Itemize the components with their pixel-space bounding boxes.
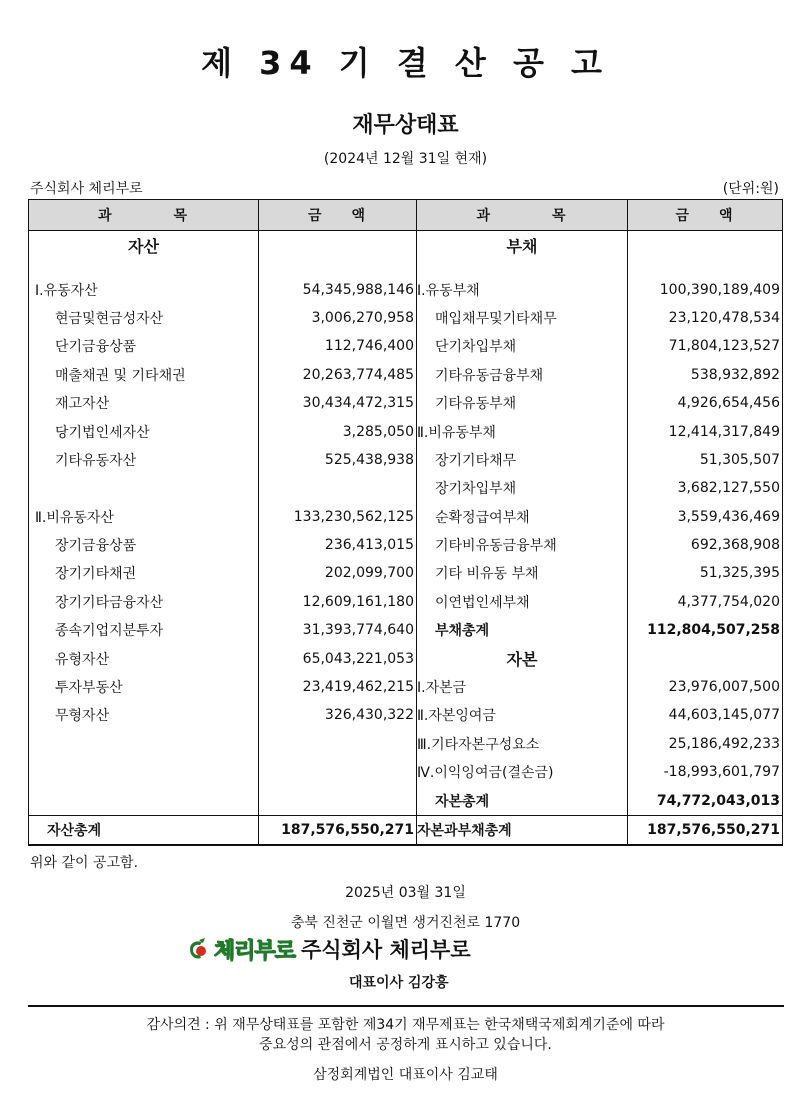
publication-date: 2025년 03월 31일	[345, 885, 466, 901]
equity-total-amount: 74,772,043,013	[628, 786, 783, 815]
table-row	[29, 559, 783, 587]
liability-amount: 71,804,123,527	[628, 332, 783, 360]
liability-label: Ⅰ.자본금	[417, 673, 628, 701]
liabilities-total-amount: 112,804,507,258	[628, 616, 783, 644]
section-heading-liabilities: 부채	[417, 231, 628, 260]
liability-amount: 3,682,127,550	[628, 474, 783, 502]
asset-label: 유형자산	[29, 644, 259, 672]
liability-label: 기타 비유동 부채	[417, 559, 628, 587]
table-row	[29, 673, 783, 701]
liability-label: Ⅲ.기타자본구성요소	[417, 730, 628, 758]
balance-sheet-table	[28, 199, 783, 846]
header-amount-a: 금	[307, 208, 324, 224]
table-row	[29, 231, 783, 260]
asset-amount: 112,746,400	[259, 332, 417, 360]
ceo-name: 대표이사 김강흥	[349, 975, 449, 991]
unit-label: (단위:원)	[722, 181, 779, 197]
liability-amount: 100,390,189,409	[628, 275, 783, 303]
header-amount-left	[259, 200, 417, 231]
asset-label: 단기금융상품	[29, 332, 259, 360]
amount-cell	[628, 231, 783, 260]
label-cell	[29, 259, 259, 275]
asset-label: 투자부동산	[29, 673, 259, 701]
liability-amount: 23,120,478,534	[628, 304, 783, 332]
asset-amount: 54,345,988,146	[259, 275, 417, 303]
page-title: 제 34 기 결 산 공 고	[201, 44, 610, 82]
header-amount-right	[628, 200, 783, 231]
table-row	[29, 588, 783, 616]
asset-label: 현금및현금성자산	[29, 304, 259, 332]
liability-amount: 3,559,436,469	[628, 503, 783, 531]
header-item-b: 목	[552, 208, 568, 224]
liability-label: 장기기타채무	[417, 446, 628, 474]
asset-amount: 12,609,161,180	[259, 588, 417, 616]
section-heading-assets: 자산	[29, 231, 259, 260]
header-item-right	[417, 200, 628, 231]
liability-label: Ⅱ.자본잉여금	[417, 701, 628, 729]
asset-amount: 23,419,462,215	[259, 673, 417, 701]
equity-liabilities-total-amount: 187,576,550,271	[628, 815, 783, 845]
liability-label: 기타유동부채	[417, 389, 628, 417]
table-row	[29, 304, 783, 332]
table-row	[29, 616, 783, 644]
liability-amount: 51,325,395	[628, 559, 783, 587]
header-amount-b: 액	[351, 208, 368, 224]
amount-cell	[259, 259, 417, 275]
liability-label: 장기차입부채	[417, 474, 628, 502]
statement-date: (2024년 12월 31일 현재)	[323, 151, 488, 167]
asset-amount	[259, 758, 417, 786]
asset-amount: 3,285,050	[259, 417, 417, 445]
company-signature	[186, 934, 471, 964]
liability-amount: 25,186,492,233	[628, 730, 783, 758]
cherry-logo-icon	[186, 937, 208, 961]
table-row	[29, 389, 783, 417]
asset-label	[29, 730, 259, 758]
table-row	[29, 446, 783, 474]
asset-amount: 326,430,322	[259, 701, 417, 729]
label-cell	[417, 259, 628, 275]
company-label: 주식회사 체리부로	[30, 181, 143, 197]
asset-label: 장기금융상품	[29, 531, 259, 559]
asset-amount: 20,263,774,485	[259, 361, 417, 389]
liabilities-total-label: 부채총계	[417, 616, 628, 644]
liability-amount: 23,976,007,500	[628, 673, 783, 701]
amount-cell	[628, 644, 783, 672]
audit-opinion-line1: 감사의견 : 위 재무상태표를 포함한 제34기 재무제표는 한국채택국제회계기준에 따라	[146, 1017, 665, 1033]
liability-label: 매입채무및기타채무	[417, 304, 628, 332]
asset-label: Ⅱ.비유동자산	[29, 503, 259, 531]
table-row	[29, 332, 783, 360]
asset-label: 장기기타금융자산	[29, 588, 259, 616]
section-heading-equity: 자본	[417, 644, 628, 672]
asset-amount: 3,006,270,958	[259, 304, 417, 332]
audit-opinion-line2: 중요성의 관점에서 공정하게 표시하고 있습니다.	[259, 1037, 552, 1053]
liability-amount: 44,603,145,077	[628, 701, 783, 729]
divider	[28, 1005, 784, 1007]
liability-label: Ⅳ.이익잉여금(결손금)	[417, 758, 628, 786]
table-row	[29, 361, 783, 389]
liability-label: 이연법인세부채	[417, 588, 628, 616]
liability-amount: 538,932,892	[628, 361, 783, 389]
asset-amount: 133,230,562,125	[259, 503, 417, 531]
table-row	[29, 531, 783, 559]
liability-amount: -18,993,601,797	[628, 758, 783, 786]
asset-amount	[259, 730, 417, 758]
amount-cell	[259, 231, 417, 260]
table-row	[29, 417, 783, 445]
liability-label: 단기차입부채	[417, 332, 628, 360]
liability-label: 순확정급여부채	[417, 503, 628, 531]
table-row	[29, 701, 783, 729]
equity-liabilities-total-label: 자본과부채총계	[417, 815, 628, 845]
table-row	[29, 503, 783, 531]
table-row	[29, 275, 783, 303]
table-row	[29, 730, 783, 758]
table-row	[29, 758, 783, 786]
statement-title: 재무상태표	[352, 113, 459, 138]
totals-row	[29, 815, 783, 845]
asset-label: 기타유동자산	[29, 446, 259, 474]
liability-label: Ⅱ.비유동부채	[417, 417, 628, 445]
liability-label: 기타유동금융부채	[417, 361, 628, 389]
table-row	[29, 786, 783, 815]
asset-label	[29, 786, 259, 815]
header-item-a: 과	[476, 208, 492, 224]
liability-amount: 692,368,908	[628, 531, 783, 559]
liability-label: Ⅰ.유동부채	[417, 275, 628, 303]
header-amount-a: 금	[675, 208, 691, 224]
auditor-name: 삼정회계법인 대표이사 김교태	[313, 1067, 498, 1083]
asset-amount: 525,438,938	[259, 446, 417, 474]
company-name: 주식회사 체리부로	[301, 938, 471, 962]
asset-label	[29, 758, 259, 786]
header-item-a: 과	[97, 208, 114, 224]
assets-total-amount: 187,576,550,271	[259, 815, 417, 845]
asset-amount: 30,434,472,315	[259, 389, 417, 417]
asset-amount: 202,099,700	[259, 559, 417, 587]
asset-label: 당기법인세자산	[29, 417, 259, 445]
asset-label: 장기기타채권	[29, 559, 259, 587]
asset-amount: 65,043,221,053	[259, 644, 417, 672]
notice-text: 위와 같이 공고함.	[30, 855, 139, 871]
header-amount-b: 액	[719, 208, 735, 224]
equity-total-label: 자본총계	[417, 786, 628, 815]
header-item-b: 목	[173, 208, 190, 224]
table-row	[29, 259, 783, 275]
company-address: 충북 진천군 이월면 생거진천로 1770	[290, 915, 521, 931]
liability-amount: 4,377,754,020	[628, 588, 783, 616]
asset-amount: 31,393,774,640	[259, 616, 417, 644]
asset-label	[29, 474, 259, 502]
assets-total-label: 자산총계	[29, 815, 259, 845]
table-header-row	[29, 200, 783, 231]
asset-label: 재고자산	[29, 389, 259, 417]
asset-label: 매출채권 및 기타채권	[29, 361, 259, 389]
table-row	[29, 474, 783, 502]
liability-amount: 51,305,507	[628, 446, 783, 474]
asset-amount: 236,413,015	[259, 531, 417, 559]
liability-amount: 4,926,654,456	[628, 389, 783, 417]
header-item-left	[29, 200, 259, 231]
brand-logo-text: 체리부로	[214, 938, 296, 964]
asset-label: 종속기업지분투자	[29, 616, 259, 644]
asset-label: 무형자산	[29, 701, 259, 729]
liability-label: 기타비유동금융부채	[417, 531, 628, 559]
amount-cell	[628, 259, 783, 275]
asset-amount	[259, 786, 417, 815]
asset-label: Ⅰ.유동자산	[29, 275, 259, 303]
liability-amount: 12,414,317,849	[628, 417, 783, 445]
table-row	[29, 644, 783, 672]
asset-amount	[259, 474, 417, 502]
